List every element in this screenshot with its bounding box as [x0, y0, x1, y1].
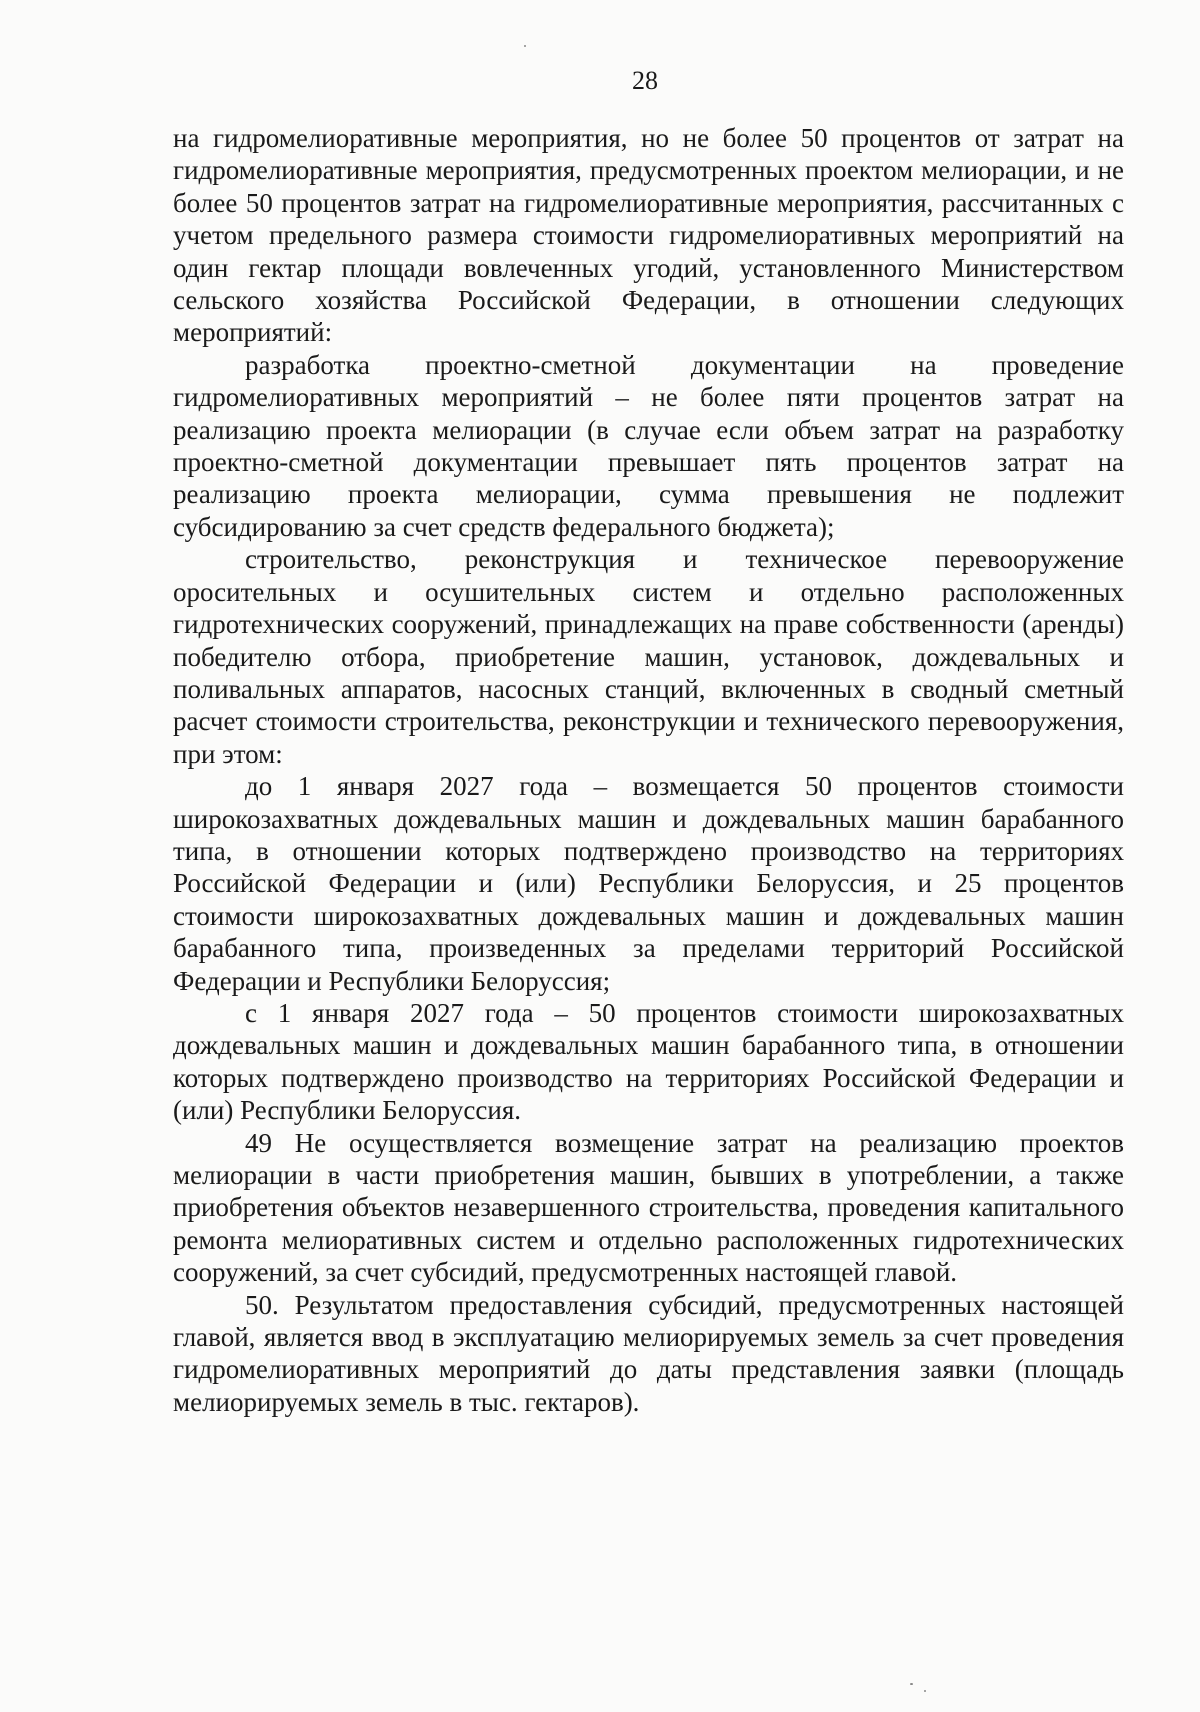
- paragraph-before-2027: до 1 января 2027 года – возмещается 50 процентов стоимости широкозахватных дождевальных машин и дождевальных машин барабанного типа, в отношении которых подтверждено производство на территориях Российской Федерации и (или) Республики Белоруссия, и 25 процентов стоимости широкозахватных дождевальных машин и дождевальных машин барабанного типа, произведенных за пределами территорий Российской Федерации и Республики Белоруссия;: [173, 771, 1124, 996]
- page-number: 28: [632, 66, 658, 95]
- paragraph-design-documentation: разработка проектно-сметной документации на проведение гидромелиоративных мероприятий – не более пяти процентов затрат на реализацию проекта мелиорации (в случае если объем затрат на разработку проектно-сметной документации превышает пять процентов затрат на реализацию проекта мелиорации, сумма превышения не подлежит субсидированию за счет средств федерального бюджета);: [173, 349, 1124, 542]
- paragraph-from-2027: с 1 января 2027 года – 50 процентов стоимости широкозахватных дождевальных машин и дождевальных машин барабанного типа, в отношении которых подтверждено производство на территориях Российской Федерации и (или) Республики Белоруссия.: [173, 997, 1124, 1126]
- paragraph-item-49: 49 Не осуществляется возмещение затрат на реализацию проектов мелиорации в части приобретения машин, бывших в употреблении, а также приобретения объектов незавершенного строительства, проведения капитального ремонта мелиоративных систем и отдельно расположенных гидротехнических сооружений, за счет субсидий, предусмотренных настоящей главой.: [173, 1127, 1124, 1288]
- scan-speck: [924, 1690, 926, 1692]
- scan-speck: [910, 1683, 913, 1685]
- paragraph-continuation: на гидромелиоративные мероприятия, но не более 50 процентов от затрат на гидромелиоративные мероприятия, предусмотренных проектом мелиорации, и не более 50 процентов затрат на гидромелиоративные мероприятия, рассчитанных с учетом предельного размера стоимости гидромелиоративных мероприятий на один гектар площади вовлеченных угодий, установленного Министерством сельского хозяйства Российской Федерации, в отношении следующих мероприятий:: [173, 123, 1124, 348]
- scan-speck: [524, 45, 526, 47]
- paragraph-item-50: 50. Результатом предоставления субсидий, предусмотренных настоящей главой, является ввод в эксплуатацию мелиорируемых земель за счет проведения гидромелиоративных мероприятий до даты представления заявки (площадь мелиорируемых земель в тыс. гектаров).: [173, 1289, 1124, 1417]
- document-body: [173, 122, 1124, 1418]
- paragraph-construction: строительство, реконструкция и техническое перевооружение оросительных и осушительных систем и отдельно расположенных гидротехнических сооружений, принадлежащих на праве собственности (аренды) победителю отбора, приобретение машин, установок, дождевальных и поливальных аппаратов, насосных станций, включенных в сводный сметный расчет стоимости строительства, реконструкции и технического перевооружения, при этом:: [173, 544, 1124, 769]
